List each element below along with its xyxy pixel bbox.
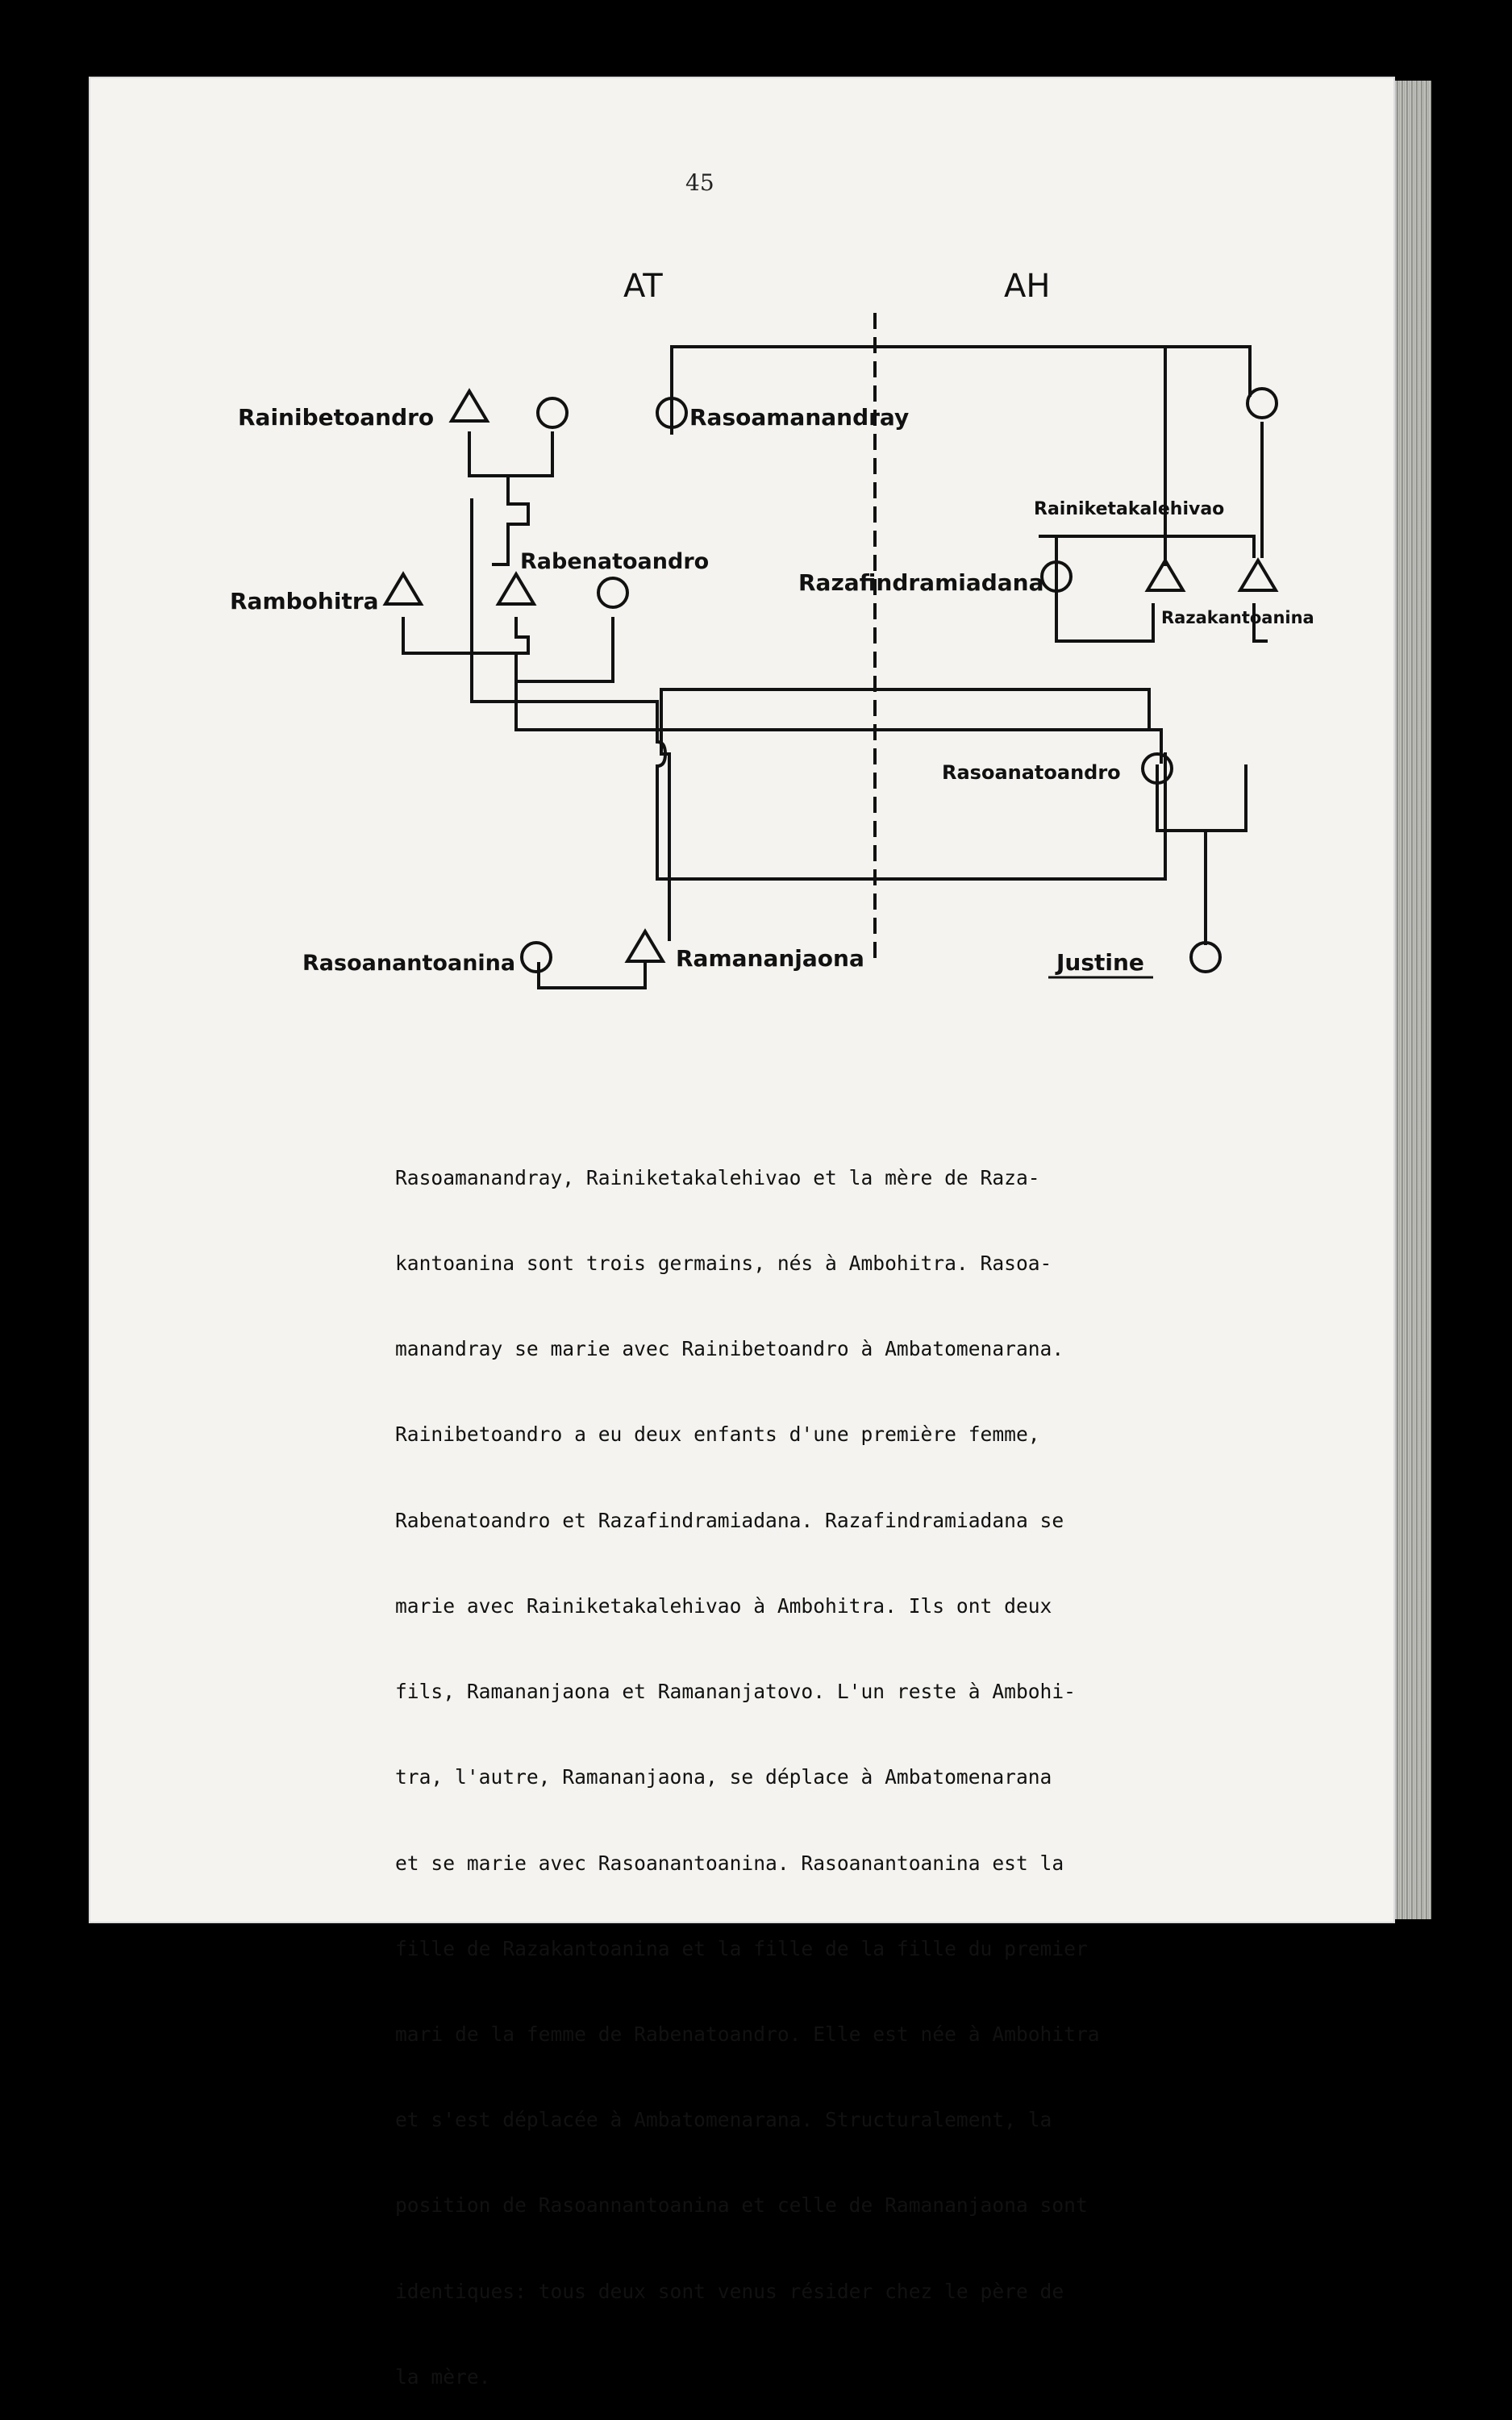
paragraph-line: et se marie avec Rasoanantoanina. Rasoanantoanina est la [395, 1851, 1064, 1875]
marriage-line-rainibetoandro [469, 433, 552, 476]
page-number: 45 [685, 169, 714, 196]
paragraph-line: marie avec Rainiketakalehivao à Ambohitra. Ils ont deux [395, 1593, 1052, 1618]
paragraph-line: Rainibetoandro a eu deux enfants d'une première femme, [395, 1422, 1040, 1447]
paragraph-line: kantoanina sont trois germains, nés à Ambohitra. Rasoa- [395, 1252, 1052, 1276]
name-justine: Justine [1056, 949, 1144, 976]
female-circle-icon [598, 578, 627, 607]
paragraph-line: identiques: tous deux sont venus résider chez le père de [395, 2279, 1064, 2303]
female-circle-icon [1248, 389, 1277, 418]
marriage-line-rasoanantoanina [539, 964, 645, 988]
name-rabenatoandro: Rabenatoandro [520, 549, 710, 574]
paragraph-line: Rabenatoandro et Razafindramiadana. Razafindramiadana se [395, 1508, 1064, 1532]
name-rasoanatoandro: Rasoanatoandro [942, 761, 1121, 784]
female-circle-icon [538, 398, 567, 427]
paragraph-line: manandray se marie avec Rainibetoandro à Ambatomenarana. [395, 1337, 1064, 1361]
descent-line-rasoanatoandro [516, 681, 1161, 762]
name-rasoamanandray: Rasoamanandray [689, 404, 910, 431]
name-ramananjaona: Ramananjaona [676, 945, 864, 972]
name-razafindramiadana: Razafindramiadana [798, 569, 1044, 596]
descent-line-ramananjaona [661, 689, 1149, 730]
header-at: AT [623, 268, 663, 305]
name-rambohitra: Rambohitra [230, 588, 379, 614]
name-rasoanantoanina: Rasoanantoanina [302, 951, 516, 976]
name-rainiketakalehivao: Rainiketakalehivao [1034, 499, 1225, 519]
header-ah: AH [1004, 268, 1051, 305]
marriage-line-rambohitra [403, 619, 516, 653]
paragraph-line: tra, l'autre, Ramananjaona, se déplace à Ambatomenarana [395, 1765, 1052, 1789]
justine-circle-icon [1191, 943, 1220, 972]
rabenatoandro-triangle-icon [498, 574, 534, 604]
paragraph-line: fils, Ramananjaona et Ramananjatovo. L'un reste à Ambohi- [395, 1680, 1076, 1704]
marriage-line-rabenatoandro [516, 619, 613, 681]
paragraph-line: la mère. [395, 2364, 491, 2389]
sibling-link-razafindramiadana [1040, 536, 1254, 556]
paragraph-line: position de Rasoannantoanina et celle de Ramananjaona sont [395, 2193, 1088, 2218]
name-razakantoanina: Razakantoanina [1161, 608, 1314, 627]
razakantoanina-triangle-icon [1240, 560, 1276, 590]
rasoanantoanina-circle-icon [522, 943, 551, 972]
ramananjaona-triangle-icon [627, 931, 663, 961]
paragraph-line: Rasoamanandray, Rainiketakalehivao et la mère de Raza- [395, 1165, 1040, 1189]
paragraph-line: et s'est déplacée à Ambatomenarana. Structuralement, la [395, 2108, 1052, 2132]
body-paragraph [395, 1106, 1266, 2420]
paragraph-line: mari de la femme de Rabenatoandro. Elle est née à Ambohitra [395, 2022, 1100, 2046]
name-rainibetoandro: Rainibetoandro [238, 404, 435, 431]
descent-line-rasoanantoanina [661, 689, 669, 939]
marriage-line-razafindramiadana [1056, 536, 1153, 641]
paragraph-line: fille de Razakantoanina et la fille de la fille du premier [395, 1936, 1088, 1960]
rainibetoandro-triangle-icon [452, 391, 487, 421]
rambohitra-triangle-icon [385, 574, 421, 604]
